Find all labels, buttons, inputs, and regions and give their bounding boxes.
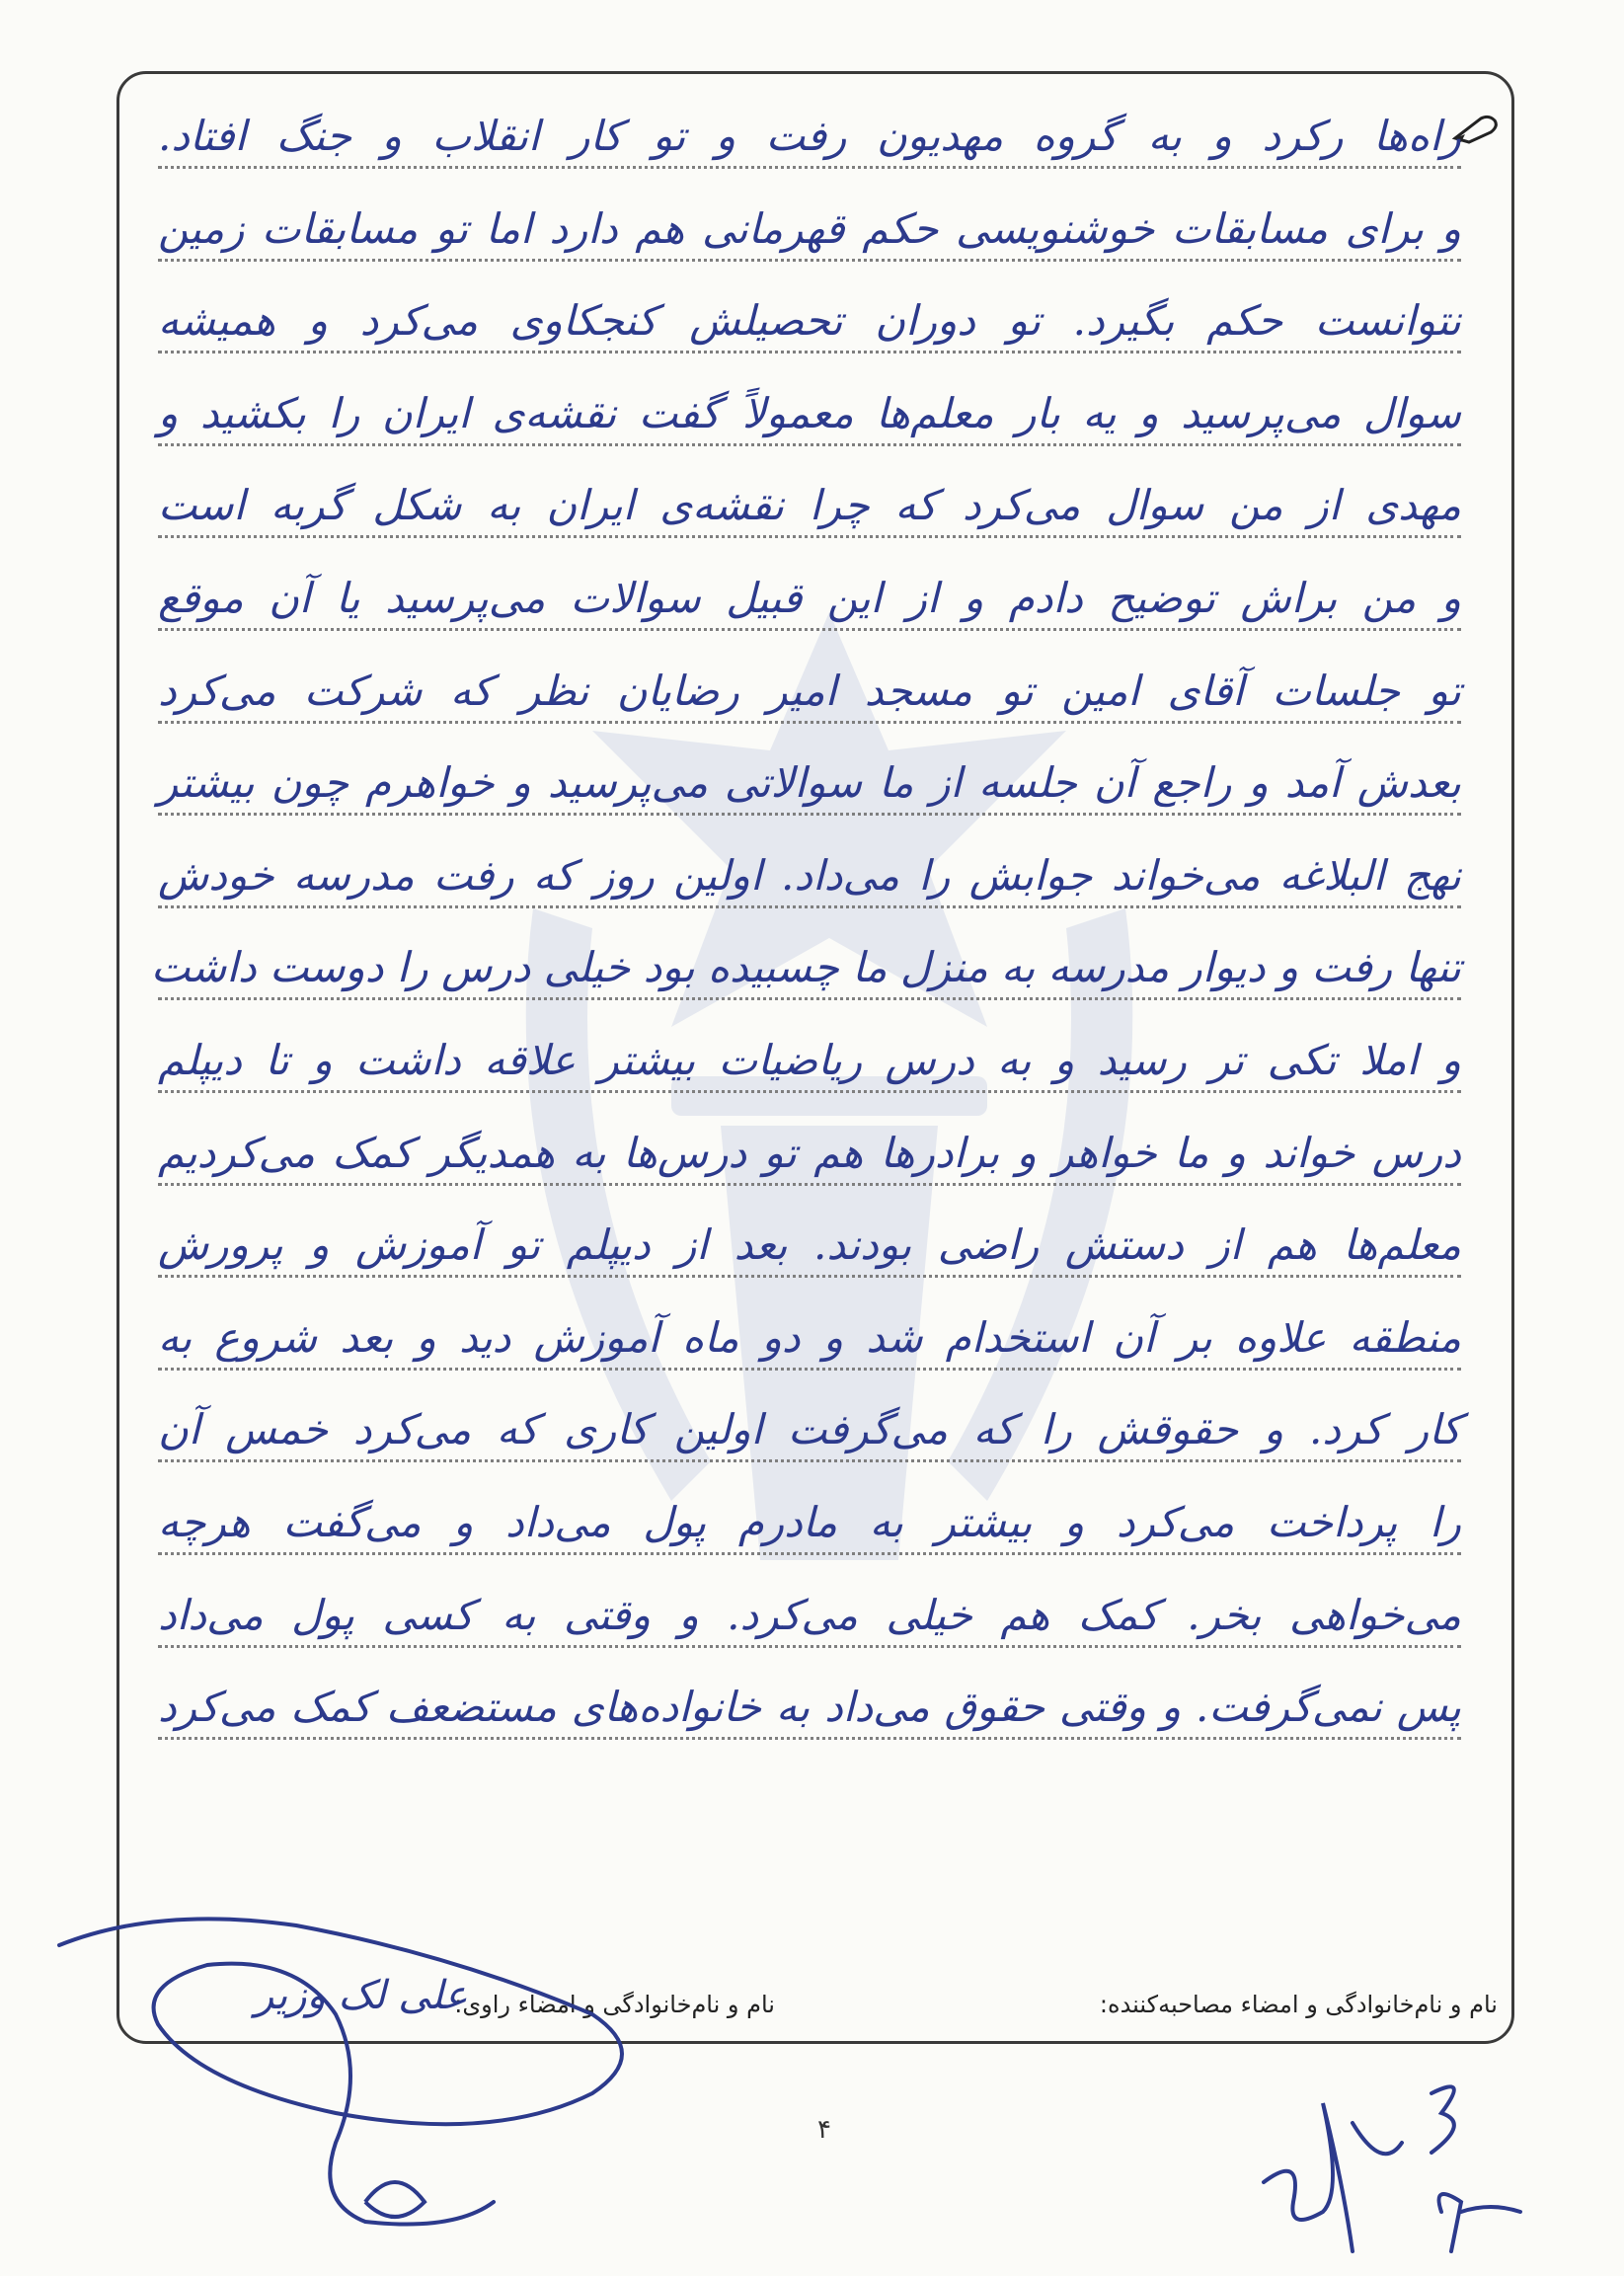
handwritten-line: و برای مسابقات خوشنویسی حکم قهرمانی هم دارد اما تو مسابقات زمین (158, 203, 1461, 253)
ruled-line (158, 997, 1461, 1000)
interviewer-signature (1234, 2064, 1530, 2261)
narrator-signature-scribble (39, 1906, 671, 2241)
handwritten-line: تنها رفت و دیوار مدرسه به منزل ما چسبیده بود خیلی درس را دوست داشت (150, 943, 1461, 992)
handwritten-line: راه‌ها رکرد و به گروه مهدیون رفت و تو کار انقلاب و جنگ افتاد. (158, 112, 1461, 160)
handwritten-line: کار کرد. و حقوقش را که می‌گرفت اولین کاری که می‌کرد خمس آن (158, 1405, 1461, 1454)
interviewer-signature-label: نام و نام‌خانوادگی و امضاء مصاحبه‌کننده: (1099, 1991, 1498, 2018)
handwritten-line: بعدش آمد و راجع آن جلسه از ما سوالاتی می‌پرسید و خواهرم چون بیشتر (158, 758, 1461, 808)
handwritten-line: و من براش توضیح دادم و از این قبیل سوالات می‌پرسید یا آن موقع (158, 574, 1461, 622)
handwritten-body (118, 99, 1510, 1906)
ruled-line (158, 535, 1461, 538)
ruled-line (158, 1090, 1461, 1093)
handwritten-line: سوال می‌پرسید و یه بار معلم‌ها معمولاً گفت نقشه‌ی ایران را بکشید و (158, 388, 1461, 437)
handwritten-line: نهج البلاغه می‌خواند جوابش را می‌داد. اولین روز که رفت مدرسه خودش (158, 850, 1461, 900)
handwritten-line: منطقه علاوه بر آن استخدام شد و دو ماه آموزش دید و بعد شروع به (158, 1312, 1461, 1362)
ruled-line (158, 905, 1461, 908)
handwritten-line: تو جلسات آقای امین تو مسجد امیر رضایان نظر که شرکت می‌کرد (158, 666, 1461, 715)
ruled-line (158, 628, 1461, 631)
ruled-line (158, 1275, 1461, 1278)
page-number: ۴ (817, 2115, 831, 2145)
ruled-line (158, 1459, 1461, 1462)
ruled-line (158, 351, 1461, 353)
ruled-line (158, 1183, 1461, 1186)
ruled-line (158, 1645, 1461, 1648)
ruled-line (158, 259, 1461, 262)
handwritten-line: نتوانست حکم بگیرد. تو دوران تحصیلش کنجکاوی می‌کرد و همیشه (158, 296, 1461, 346)
ruled-line (158, 1737, 1461, 1740)
ruled-line (158, 813, 1461, 816)
ruled-line (158, 1552, 1461, 1555)
handwritten-line: معلم‌ها هم از دستش راضی بودند. بعد از دیپلم تو آموزش و پرورش (158, 1220, 1461, 1270)
ruled-line (158, 1368, 1461, 1371)
handwritten-line: پس نمی‌گرفت. و وقتی حقوق می‌داد به خانواده‌های مستضعف کمک می‌کرد (158, 1683, 1461, 1732)
ruled-line (158, 443, 1461, 446)
ruled-line (158, 166, 1461, 169)
handwritten-line: را پرداخت می‌کرد و بیشتر به مادرم پول می‌داد و می‌گفت هرچه (158, 1498, 1461, 1546)
handwritten-line: درس خواند و ما خواهر و برادرها هم تو درس‌ها به همدیگر کمک می‌کردیم (158, 1128, 1461, 1177)
handwritten-line: مهدی از من سوال می‌کرد که چرا نقشه‌ی ایران به شکل گربه است (158, 481, 1461, 530)
ruled-line (158, 721, 1461, 724)
handwritten-line: و املا تکی تر رسید و به درس ریاضیات بیشتر علاقه داشت و تا دیپلم (158, 1036, 1461, 1084)
narrator-handwritten-name: علی لک وزیر (255, 1973, 468, 2018)
handwritten-line: می‌خواهی بخر. کمک هم خیلی می‌کرد. و وقتی به کسی پول می‌داد (158, 1590, 1461, 1639)
narrator-signature-label: نام و نام‌خانوادگی و امضاء راوی: (454, 1991, 775, 2018)
